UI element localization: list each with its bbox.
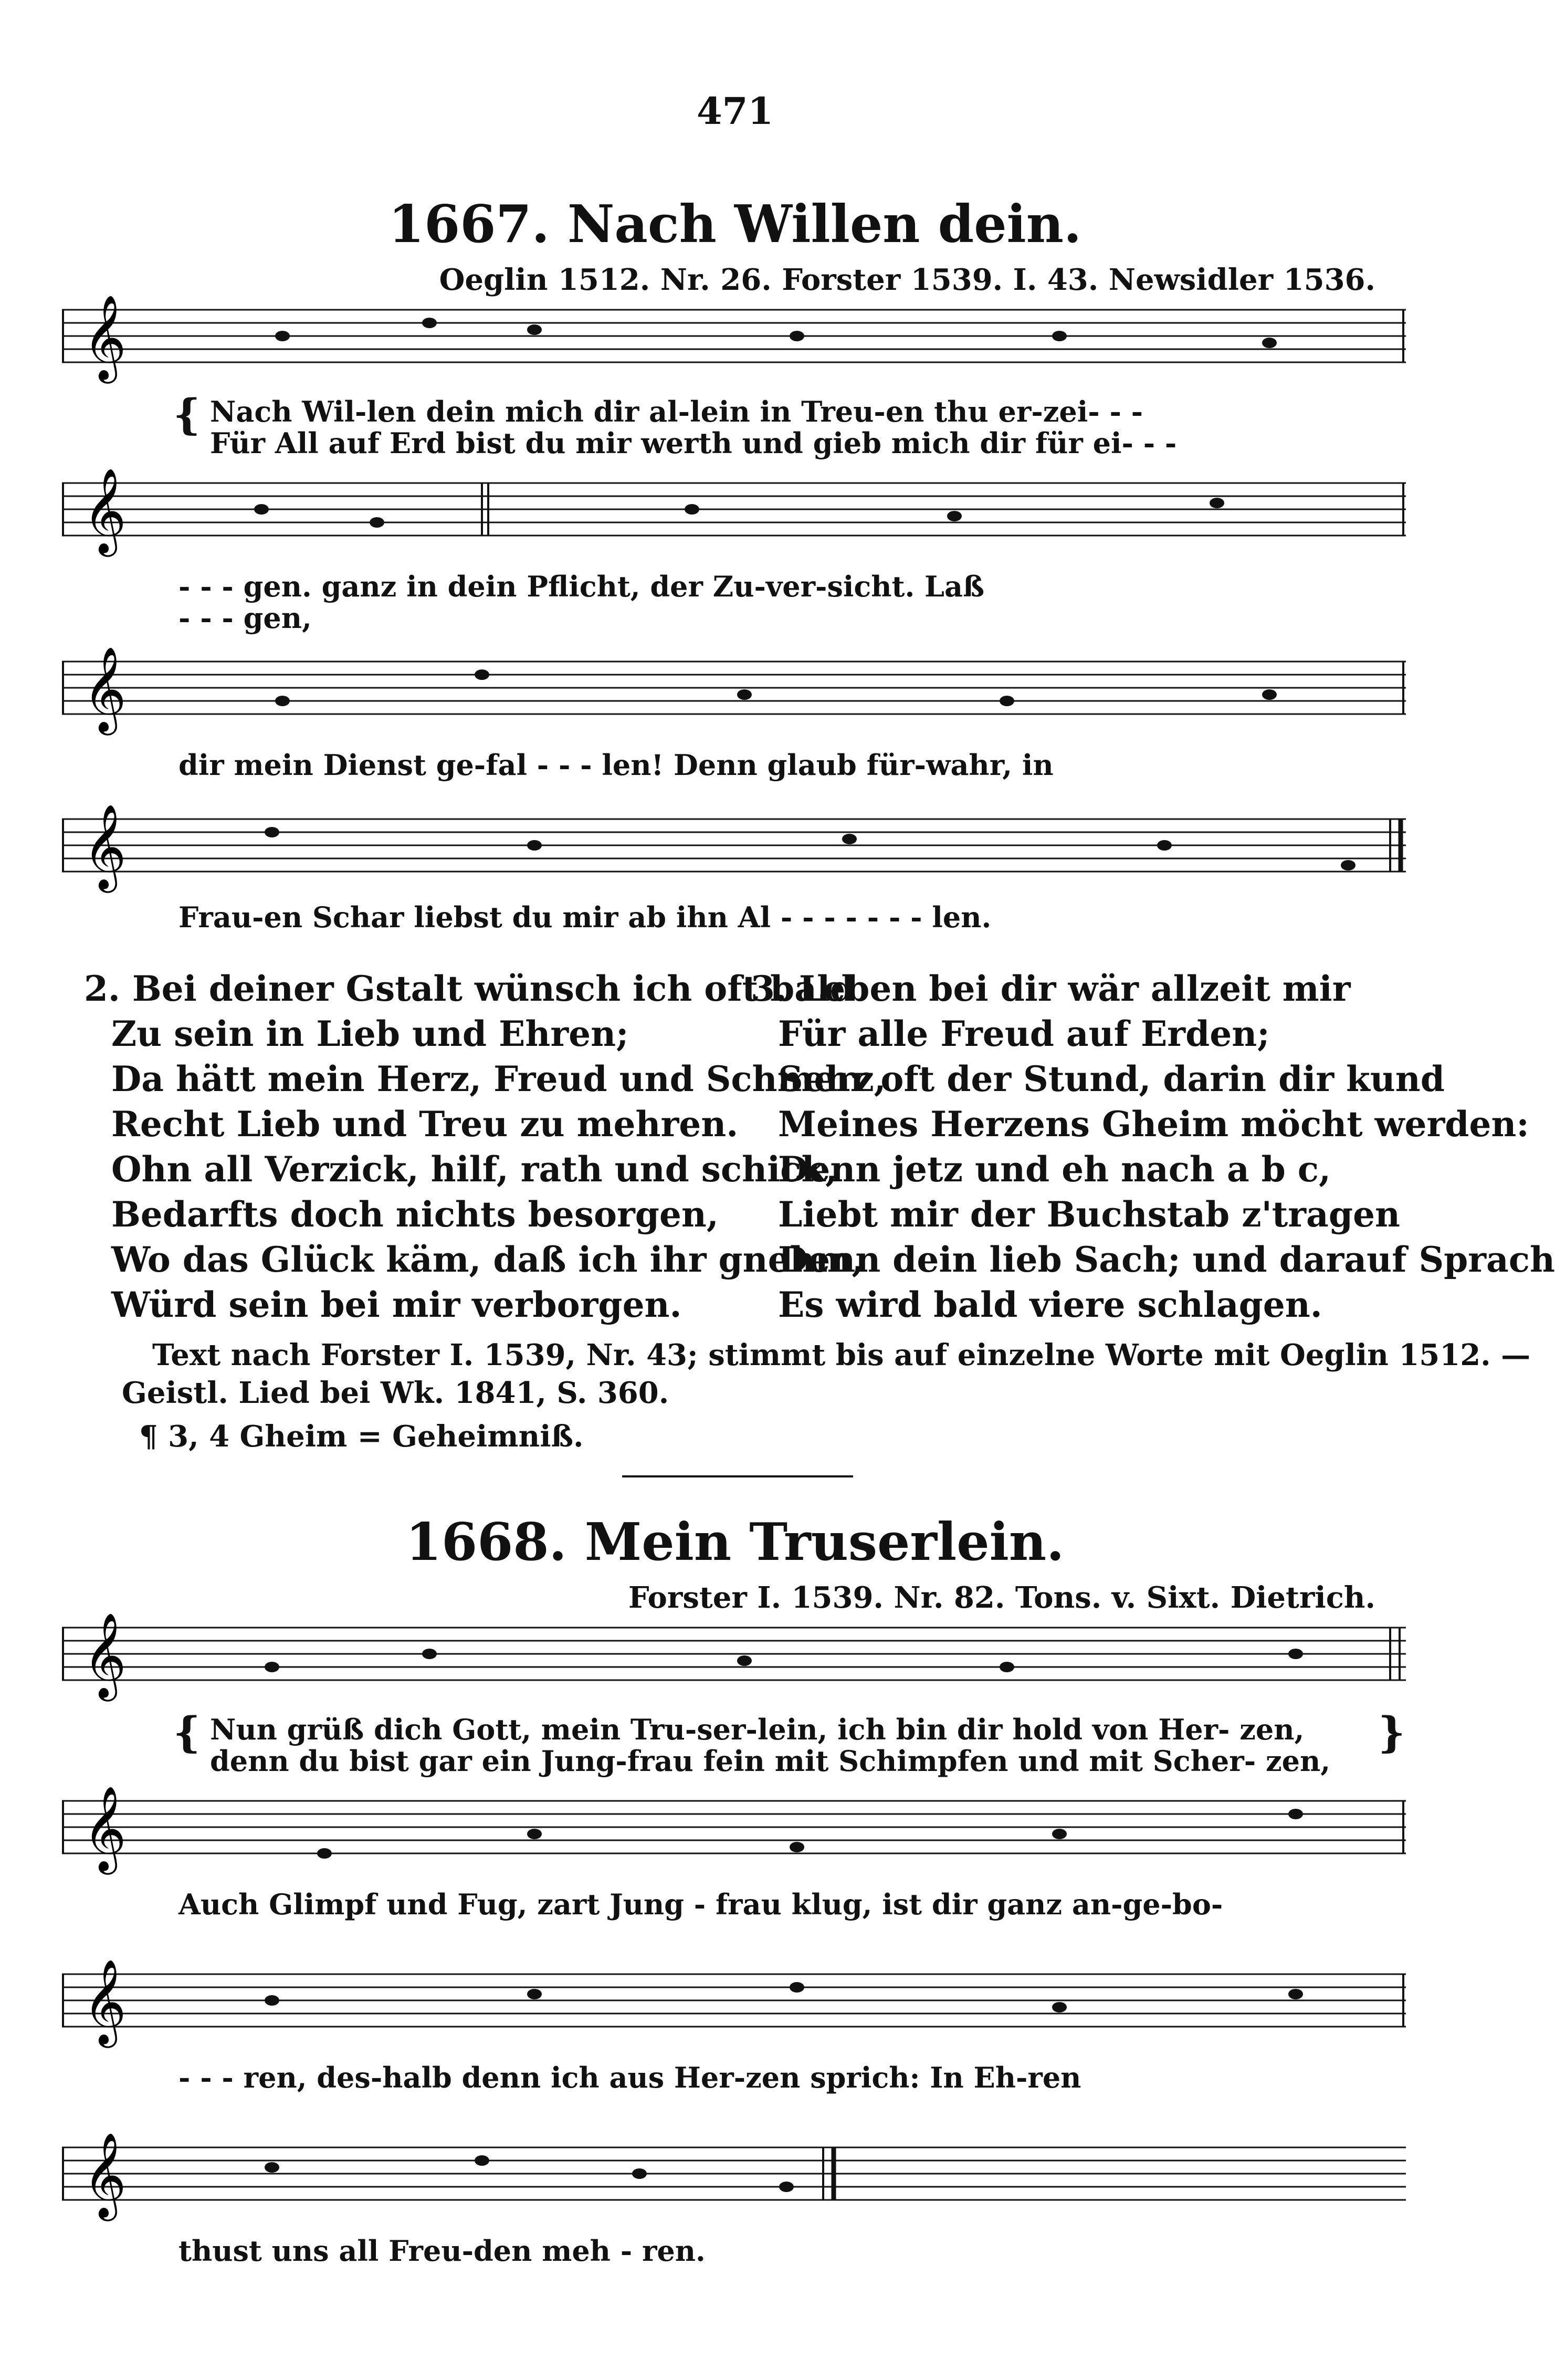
music-staff — [62, 646, 1406, 730]
verse-line: Liebt mir der Buchstab z'tragen — [778, 1194, 1400, 1235]
verse-line: 2. Bei deiner Gstalt wünsch ich oft bald — [84, 968, 855, 1009]
lyric-line: thust uns all Freu-den meh - ren. — [178, 2234, 706, 2268]
lyric-line: - - - gen, — [178, 601, 312, 635]
verse-line: Meines Herzens Gheim möcht werden: — [778, 1104, 1529, 1145]
music-staff — [62, 294, 1406, 378]
source-note: Text nach Forster I. 1539, Nr. 43; stimmt bis auf einzelne Worte mit Oeglin 1512. — — [152, 1338, 1531, 1372]
verse-3 — [751, 966, 1555, 1327]
verse-line: Zu sein in Lieb und Ehren; — [111, 1013, 629, 1054]
music-staff — [62, 2132, 1406, 2216]
svg-text:𝄞: 𝄞 — [83, 1786, 127, 1871]
brace-left: { — [173, 1707, 201, 1757]
lyric-line: Frau-en Schar liebst du mir ab ihn Al - - - - - - - len. — [178, 900, 992, 934]
verse-line: Da hätt mein Herz, Freud und Schmerz, — [111, 1058, 886, 1099]
music-staff — [62, 1958, 1406, 2045]
footnote: ¶ 3, 4 Gheim = Geheimniß. — [139, 1419, 584, 1454]
svg-text:𝄞: 𝄞 — [83, 1959, 127, 2045]
music-staff — [62, 1612, 1406, 1696]
verse-line: Würd sein bei mir verborgen. — [111, 1284, 682, 1325]
music-staff — [62, 803, 1406, 887]
song-title: 1667. Nach Willen dein. — [388, 194, 1082, 255]
lyric-line: - - - gen. ganz in dein Pflicht, der Zu-ver-sicht. Laß — [178, 570, 985, 603]
verse-line: Wo das Glück käm, daß ich ihr gnehm, — [111, 1239, 864, 1280]
svg-text:𝄞: 𝄞 — [83, 2132, 127, 2218]
svg-text:𝄞: 𝄞 — [83, 1612, 127, 1698]
brace-left: { — [173, 390, 201, 439]
music-staff — [62, 1785, 1406, 1869]
song-title: 1668. Mein Truserlein. — [405, 1512, 1065, 1572]
page-number: 471 — [696, 89, 774, 133]
svg-text:𝄞: 𝄞 — [83, 804, 127, 889]
song-source: Oeglin 1512. Nr. 26. Forster 1539. I. 43. Newsidler 1536. — [439, 263, 1375, 297]
divider — [622, 1475, 853, 1477]
svg-text:𝄞: 𝄞 — [83, 295, 127, 380]
lyric-line: Nach Wil-len dein mich dir al-lein in Treu-en thu er-zei- - - — [210, 395, 1143, 428]
brace-right: } — [1378, 1707, 1405, 1757]
verse-line: Sehr oft der Stund, darin dir kund — [778, 1058, 1445, 1099]
verse-line: Denn dein lieb Sach; und darauf Sprach — [778, 1239, 1555, 1280]
svg-text:𝄞: 𝄞 — [83, 468, 127, 553]
verse-line: Ohn all Verzick, hilf, rath und schick, — [111, 1149, 838, 1190]
source-note: Geistl. Lied bei Wk. 1841, S. 360. — [122, 1376, 669, 1410]
verse-line: Bedarfts doch nichts besorgen, — [111, 1194, 719, 1235]
lyric-line: denn du bist gar ein Jung-frau fein mit Schimpfen und mit Scher- zen, — [210, 1744, 1331, 1778]
lyric-line: Nun grüß dich Gott, mein Tru-ser-lein, ich bin dir hold von Her- zen, — [210, 1713, 1305, 1746]
verse-line: Es wird bald viere schlagen. — [778, 1284, 1322, 1325]
song-source: Forster I. 1539. Nr. 82. Tons. v. Sixt. Dietrich. — [628, 1580, 1375, 1615]
verse-line: Denn jetz und eh nach a b c, — [778, 1149, 1331, 1190]
music-staff — [62, 467, 1406, 551]
lyric-line: Für All auf Erd bist du mir werth und gieb mich dir für ei- - - — [210, 426, 1177, 460]
lyric-line: dir mein Dienst ge-fal - - - len! Denn glaub für-wahr, in — [178, 748, 1054, 782]
verse-line: 3. Leben bei dir wär allzeit mir — [751, 968, 1351, 1009]
svg-text:𝄞: 𝄞 — [83, 646, 127, 732]
verse-line: Für alle Freud auf Erden; — [778, 1013, 1270, 1054]
lyric-line: - - - ren, des-halb denn ich aus Her-zen sprich: In Eh-ren — [178, 2061, 1081, 2094]
verse-line: Recht Lieb und Treu zu mehren. — [111, 1104, 739, 1145]
lyric-line: Auch Glimpf und Fug, zart Jung - frau klug, ist dir ganz an-ge-bo- — [178, 1888, 1223, 1921]
